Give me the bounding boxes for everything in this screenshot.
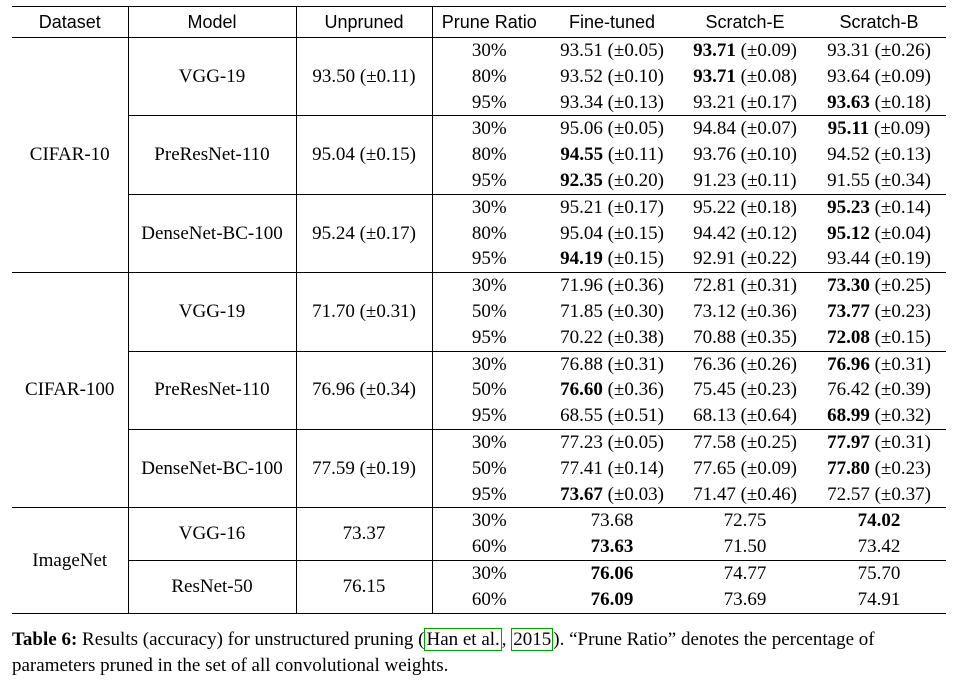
table-caption [12,627,952,679]
scratch-b-cell-value: 73.42 [857,536,901,558]
scratch-e-cell [678,456,812,482]
scratch-e-cell [678,168,812,194]
fine-tuned-cell [546,482,678,508]
caption-text-a: Results (accuracy) for unstructured pruning ( [77,629,425,650]
unpruned-cell: 76.96 (±0.34) [296,351,432,429]
fine-tuned-cell-value: 76.06 [590,562,634,584]
prune-ratio-cell: 95% [471,169,507,191]
scratch-b-cell-value: 95.12 [827,222,870,244]
prune-ratio-cell: 30% [432,273,546,299]
scratch-b-cell-std: (±0.23) [869,300,931,322]
scratch-e-cell-value: 77.65 (±0.09) [693,457,797,479]
scratch-b-cell [812,246,946,272]
scratch-b-cell-value: 95.11 [827,118,870,140]
scratch-b-cell [812,325,946,351]
fine-tuned-cell-value: 95.04 (±0.15) [560,222,664,244]
fine-tuned-cell-value: 95.21 (±0.17) [560,196,664,218]
scratch-e-cell [678,90,812,116]
scratch-e-cell-value: 76.36 (±0.26) [693,353,797,375]
prune-ratio-cell: 30% [432,194,546,220]
fine-tuned-cell [546,64,678,90]
fine-tuned-cell [546,560,678,586]
scratch-e-cell [678,534,812,560]
scratch-e-cell [678,482,812,508]
scratch-e-cell [678,587,812,613]
fine-tuned-cell-value: 76.09 [590,588,634,610]
scratch-e-cell-value: 93.71 [693,65,736,87]
fine-tuned-cell [546,429,678,455]
fine-tuned-cell-std: (±0.03) [602,483,664,505]
unpruned-cell: 76.15 [296,560,432,613]
scratch-e-cell-std: (±0.08) [735,65,797,87]
fine-tuned-cell [546,116,678,142]
scratch-e-cell-std: (±0.09) [735,40,797,61]
unpruned-cell: 95.04 (±0.15) [296,116,432,194]
fine-tuned-cell-value: 68.55 (±0.51) [560,405,664,427]
scratch-b-cell-std: (±0.32) [869,405,931,427]
fine-tuned-cell-value: 93.52 (±0.10) [560,65,664,87]
scratch-b-cell-value: 93.63 [827,91,870,113]
scratch-b-cell-value: 76.42 (±0.39) [827,379,931,401]
scratch-e-cell-value: 72.75 [723,510,767,532]
scratch-e-cell [678,194,812,220]
scratch-e-cell-value: 73.69 [723,588,767,610]
table-row [12,429,946,455]
table-row [12,273,946,299]
scratch-b-cell-value: 73.30 [827,275,870,297]
scratch-b-cell-value: 94.52 (±0.13) [827,144,931,166]
fine-tuned-cell-value: 73.68 [590,510,634,532]
scratch-b-cell-std: (±0.18) [869,91,931,113]
model-cell: VGG-16 [128,508,296,561]
fine-tuned-cell-value: 70.22 (±0.38) [560,326,664,348]
scratch-e-cell-value: 73.12 (±0.36) [693,300,797,322]
results-table-container [12,6,946,614]
prune-ratio-cell: 30% [432,560,546,586]
prune-ratio-cell: 80% [471,222,507,244]
table-row [12,508,946,534]
fine-tuned-cell [546,194,678,220]
scratch-b-cell-value: 77.80 [827,457,870,479]
header-dataset: Dataset [12,7,128,38]
fine-tuned-cell-value: 73.67 [560,483,603,505]
caption-sep: , [501,629,512,650]
scratch-b-cell-std: (±0.25) [869,275,931,297]
unpruned-cell: 93.50 (±0.11) [296,38,432,116]
fine-tuned-cell [546,534,678,560]
fine-tuned-cell-value: 93.51 (±0.05) [560,40,664,61]
scratch-b-cell-value: 77.97 [827,431,870,453]
scratch-e-cell [678,351,812,377]
table-row [12,116,946,142]
citation-link-year[interactable]: 2015 [513,629,552,650]
prune-ratio-cell: 95% [471,405,507,427]
scratch-e-cell-value: 95.22 (±0.18) [693,196,797,218]
model-cell: VGG-19 [128,273,296,351]
scratch-e-cell-value: 77.58 (±0.25) [693,431,797,453]
fine-tuned-cell [546,456,678,482]
fine-tuned-cell [546,587,678,613]
header-row [12,7,946,38]
scratch-b-cell-std: (±0.23) [869,457,931,479]
prune-ratio-cell: 30% [432,38,546,64]
scratch-b-cell [812,299,946,325]
scratch-e-cell-value: 92.91 (±0.22) [693,248,797,270]
fine-tuned-cell-std: (±0.20) [602,169,664,191]
model-cell: PreResNet-110 [128,116,296,194]
scratch-b-cell-value: 72.08 [827,326,870,348]
fine-tuned-cell [546,403,678,429]
scratch-e-cell-value: 71.47 (±0.46) [693,483,797,505]
scratch-b-cell [812,38,946,64]
dataset-cell: CIFAR-10 [12,38,128,273]
table-row [12,560,946,586]
prune-ratio-cell: 30% [432,429,546,455]
fine-tuned-cell [546,351,678,377]
scratch-b-cell [812,560,946,586]
fine-tuned-cell-value: 73.63 [590,536,634,558]
prune-ratio-cell: 50% [471,457,507,479]
scratch-e-cell-value: 93.21 (±0.17) [693,91,797,113]
unpruned-cell: 73.37 [296,508,432,561]
unpruned-cell: 77.59 (±0.19) [296,429,432,507]
scratch-b-cell [812,221,946,247]
fine-tuned-cell-value: 71.96 (±0.36) [560,275,664,297]
model-cell: PreResNet-110 [128,351,296,429]
scratch-b-cell-std: (±0.15) [869,326,931,348]
table-row [12,38,946,64]
fine-tuned-cell-value: 92.35 [560,169,603,191]
scratch-b-cell [812,116,946,142]
prune-ratio-cell: 50% [471,379,507,401]
prune-ratio-cell: 95% [471,326,507,348]
scratch-b-cell-value: 93.31 (±0.26) [827,40,931,61]
scratch-b-cell-std: (±0.04) [869,222,931,244]
table-row [12,351,946,377]
scratch-b-cell-std: (±0.31) [869,431,931,453]
prune-ratio-cell: 30% [432,508,546,534]
header-scratch-e: Scratch-E [678,7,812,38]
scratch-e-cell-value: 68.13 (±0.64) [693,405,797,427]
fine-tuned-cell [546,142,678,168]
fine-tuned-cell [546,38,678,64]
scratch-e-cell [678,377,812,403]
header-prune-ratio: Prune Ratio [432,7,546,38]
scratch-e-cell-value: 91.23 (±0.11) [693,169,797,191]
fine-tuned-cell-value: 77.23 (±0.05) [560,431,664,453]
scratch-b-cell-value: 95.23 [827,196,870,218]
fine-tuned-cell [546,299,678,325]
scratch-b-cell-value: 93.44 (±0.19) [827,248,931,270]
scratch-b-cell [812,64,946,90]
fine-tuned-cell [546,90,678,116]
model-cell: DenseNet-BC-100 [128,429,296,507]
header-fine-tuned: Fine-tuned [546,7,678,38]
results-table [12,6,946,614]
prune-ratio-cell: 80% [471,65,507,87]
fine-tuned-cell [546,325,678,351]
scratch-e-cell-value: 93.71 [693,40,736,61]
scratch-e-cell [678,273,812,299]
scratch-b-cell [812,534,946,560]
scratch-b-cell-value: 73.77 [827,300,870,322]
header-model: Model [128,7,296,38]
prune-ratio-cell: 30% [432,116,546,142]
scratch-b-cell-value: 93.64 (±0.09) [827,65,931,87]
scratch-b-cell [812,142,946,168]
scratch-e-cell [678,403,812,429]
fine-tuned-cell [546,377,678,403]
fine-tuned-cell-value: 77.41 (±0.14) [560,457,664,479]
fine-tuned-cell-value: 76.88 (±0.31) [560,353,664,375]
scratch-b-cell-std: (±0.09) [869,118,931,140]
prune-ratio-cell: 95% [471,248,507,270]
fine-tuned-cell [546,273,678,299]
fine-tuned-cell-std: (±0.11) [603,144,664,166]
fine-tuned-cell [546,221,678,247]
scratch-b-cell [812,456,946,482]
scratch-e-cell [678,429,812,455]
scratch-e-cell [678,246,812,272]
fine-tuned-cell [546,168,678,194]
scratch-e-cell [678,299,812,325]
scratch-e-cell [678,508,812,534]
fine-tuned-cell-value: 71.85 (±0.30) [560,300,664,322]
scratch-b-cell-value: 76.96 [827,353,870,375]
scratch-b-cell-value: 74.02 [857,510,901,532]
scratch-b-cell-std: (±0.31) [869,353,931,375]
dataset-cell: CIFAR-100 [12,273,128,508]
prune-ratio-cell: 80% [471,144,507,166]
unpruned-cell: 71.70 (±0.31) [296,273,432,351]
scratch-e-cell [678,38,812,64]
scratch-b-cell [812,482,946,508]
model-cell: DenseNet-BC-100 [128,194,296,272]
scratch-e-cell [678,142,812,168]
scratch-e-cell [678,116,812,142]
table-row [12,194,946,220]
prune-ratio-cell: 60% [432,587,546,613]
prune-ratio-cell: 50% [471,300,507,322]
scratch-e-cell-value: 93.76 (±0.10) [693,144,797,166]
scratch-b-cell [812,403,946,429]
scratch-e-cell-value: 70.88 (±0.35) [693,326,797,348]
scratch-b-cell [812,90,946,116]
prune-ratio-cell: 30% [432,351,546,377]
scratch-e-cell-value: 72.81 (±0.31) [693,275,797,297]
dataset-cell: ImageNet [12,508,128,613]
scratch-e-cell-value: 94.84 (±0.07) [693,118,797,140]
scratch-b-cell [812,508,946,534]
fine-tuned-cell-value: 76.60 [560,379,603,401]
unpruned-cell: 95.24 (±0.17) [296,194,432,272]
scratch-b-cell [812,168,946,194]
fine-tuned-cell-std: (±0.15) [602,248,664,270]
scratch-b-cell [812,194,946,220]
prune-ratio-cell: 95% [471,483,507,505]
scratch-b-cell [812,351,946,377]
fine-tuned-cell [546,508,678,534]
fine-tuned-cell-value: 94.55 [560,144,604,166]
header-scratch-b: Scratch-B [812,7,946,38]
scratch-b-cell [812,587,946,613]
scratch-e-cell [678,325,812,351]
scratch-b-cell-value: 75.70 [857,562,901,584]
scratch-b-cell-value: 74.91 [857,588,901,610]
prune-ratio-cell: 60% [471,536,507,558]
scratch-e-cell-value: 94.42 (±0.12) [693,222,797,244]
scratch-b-cell [812,429,946,455]
fine-tuned-cell-std: (±0.36) [602,379,664,401]
scratch-b-cell-value: 72.57 (±0.37) [827,483,931,505]
citation-link-author[interactable]: Han et al. [426,629,500,650]
scratch-b-cell [812,377,946,403]
fine-tuned-cell-value: 95.06 (±0.05) [560,118,664,140]
scratch-e-cell [678,221,812,247]
scratch-b-cell-value: 68.99 [827,405,870,427]
prune-ratio-cell: 95% [471,91,507,113]
scratch-e-cell [678,560,812,586]
header-unpruned: Unpruned [296,7,432,38]
caption-label: Table 6: [12,629,78,650]
scratch-e-cell-value: 74.77 [723,562,767,584]
scratch-b-cell [812,273,946,299]
caption-text-b: ). “Prune Ratio” denotes the percentage of parameters pruned in the set of all convolutional weights. [12,629,875,676]
table-body [12,38,946,614]
scratch-e-cell-value: 75.45 (±0.23) [693,379,797,401]
scratch-e-cell [678,64,812,90]
model-cell: VGG-19 [128,38,296,116]
fine-tuned-cell-value: 94.19 [560,248,603,270]
scratch-e-cell-value: 71.50 [723,536,767,558]
fine-tuned-cell-value: 93.34 (±0.13) [560,91,664,113]
fine-tuned-cell [546,246,678,272]
scratch-b-cell-std: (±0.14) [869,196,931,218]
scratch-b-cell-value: 91.55 (±0.34) [827,169,931,191]
model-cell: ResNet-50 [128,560,296,613]
